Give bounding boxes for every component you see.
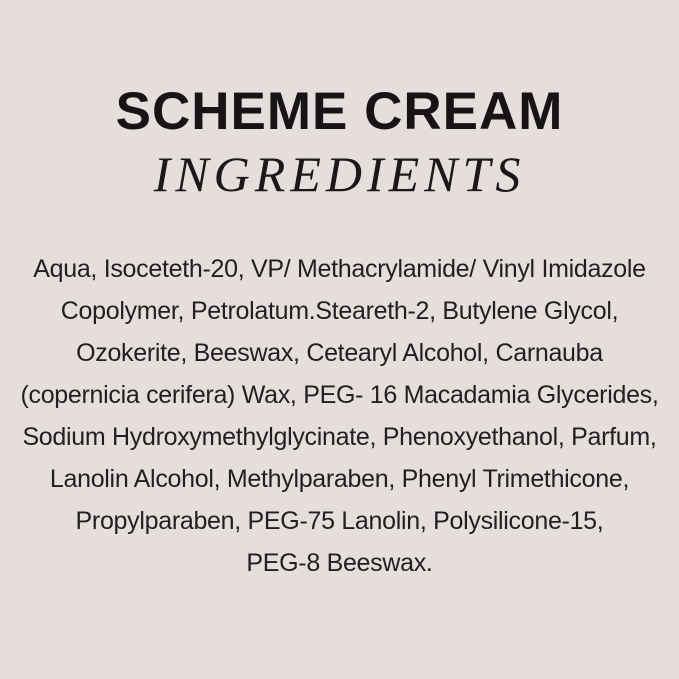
ingredients-line: Lanolin Alcohol, Methylparaben, Phenyl Trimethicone, bbox=[49, 465, 630, 493]
ingredients-line: (copernicia cerifera) Wax, PEG- 16 Macadamia Glycerides, bbox=[20, 381, 659, 409]
ingredients-heading: INGREDIENTS bbox=[153, 146, 526, 202]
ingredients-line: Sodium Hydroxymethylglycinate, Phenoxyethanol, Parfum, bbox=[22, 423, 657, 451]
ingredients-list bbox=[0, 248, 679, 584]
ingredients-line: Aqua, Isoceteth-20, VP/ Methacrylamide/ Vinyl Imidazole bbox=[33, 255, 646, 283]
product-title: SCHEME CREAM bbox=[115, 82, 564, 141]
ingredients-line: Copolymer, Petrolatum.Steareth-2, Butylene Glycol, bbox=[60, 297, 619, 325]
ingredients-line: PEG-8 Beeswax. bbox=[246, 549, 433, 577]
ingredients-line: Ozokerite, Beeswax, Cetearyl Alcohol, Carnauba bbox=[76, 339, 603, 367]
ingredients-line: Propylparaben, PEG-75 Lanolin, Polysilicone-15, bbox=[75, 507, 604, 535]
